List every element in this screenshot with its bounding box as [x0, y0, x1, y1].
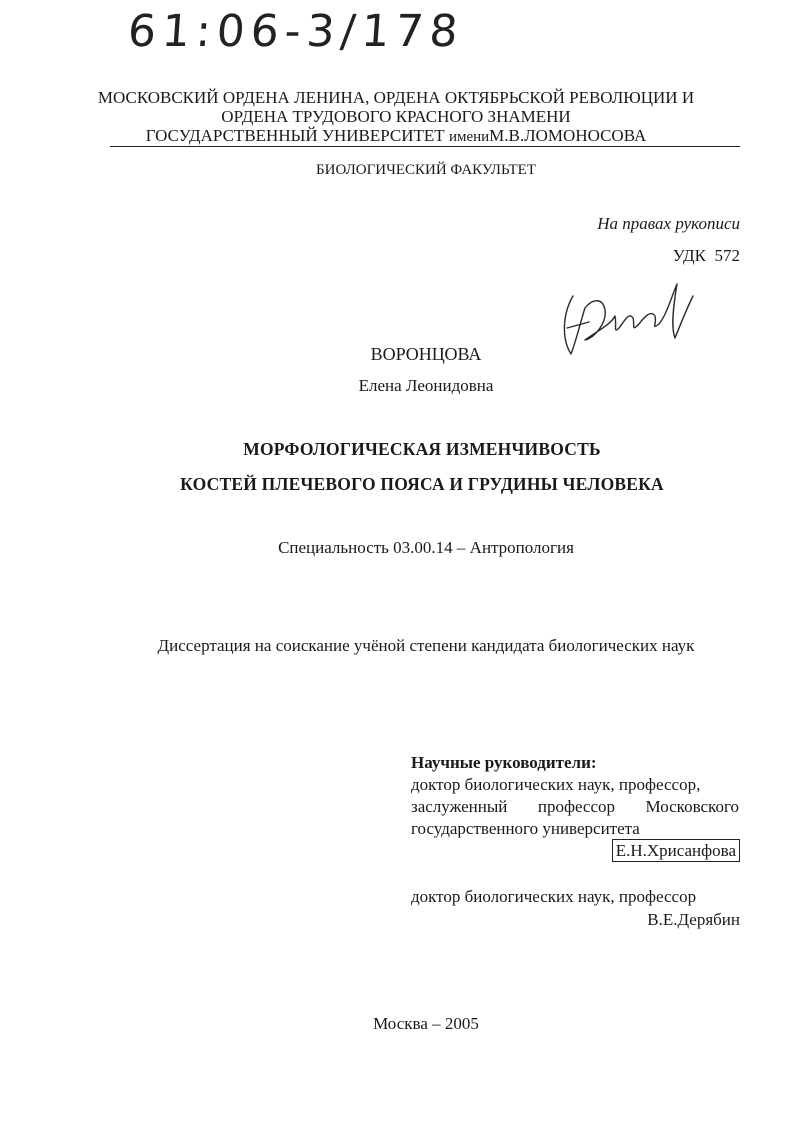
city-year: Москва – 2005: [373, 1014, 479, 1033]
faculty-name: БИОЛОГИЧЕСКИЙ ФАКУЛЬТЕТ: [316, 162, 536, 178]
author-surname: ВОРОНЦОВА: [370, 344, 482, 364]
udk-label: УДК: [672, 246, 706, 265]
supervisor1-name: [612, 840, 740, 861]
dissertation-title-line1: МОРФОЛОГИЧЕСКАЯ ИЗМЕНЧИВОСТЬ: [243, 439, 601, 459]
supervisor2-name: В.Е.Дерябин: [647, 910, 740, 929]
supervisor1-title-line3: государственного университета: [411, 819, 640, 838]
university-name-line3-post: М.В.ЛОМОНОСОВА: [489, 126, 647, 145]
supervisors-heading: Научные руководители:: [411, 753, 597, 772]
supervisor2-title: доктор биологических наук, профессор: [411, 887, 697, 906]
specialty: Специальность 03.00.14 – Антропология: [278, 538, 574, 557]
university-name-line3: [0, 126, 792, 147]
university-name-line2: ОРДЕНА ТРУДОВОГО КРАСНОГО ЗНАМЕНИ: [221, 107, 571, 126]
university-name-line3-mid: имени: [448, 129, 490, 145]
university-name-line3-pre: ГОСУДАРСТВЕННЫЙ УНИВЕРСИТЕТ: [145, 126, 445, 145]
udk-value: 572: [714, 246, 740, 265]
manuscript-note: На правах рукописи: [597, 214, 740, 233]
supervisor1-name-box: Е.Н.Хрисанфова: [612, 839, 740, 862]
supervisor1-title-line1: доктор биологических наук, профессор,: [411, 775, 701, 794]
handwritten-archive-code: 61:06-3/178: [126, 6, 466, 57]
dissertation-description: Диссертация на соискание учёной степени кандидата биологических наук: [157, 636, 695, 655]
supervisor1-title-line2: заслуженный профессор Московского: [411, 797, 739, 816]
header-divider: [110, 146, 740, 147]
udk-code: [673, 246, 740, 266]
dissertation-title-line2: КОСТЕЙ ПЛЕЧЕВОГО ПОЯСА И ГРУДИНЫ ЧЕЛОВЕКА: [180, 474, 664, 494]
university-name-line1: МОСКОВСКИЙ ОРДЕНА ЛЕНИНА, ОРДЕНА ОКТЯБРЬСКОЙ РЕВОЛЮЦИИ И: [97, 88, 695, 107]
author-given-names: Елена Леонидовна: [358, 376, 494, 395]
